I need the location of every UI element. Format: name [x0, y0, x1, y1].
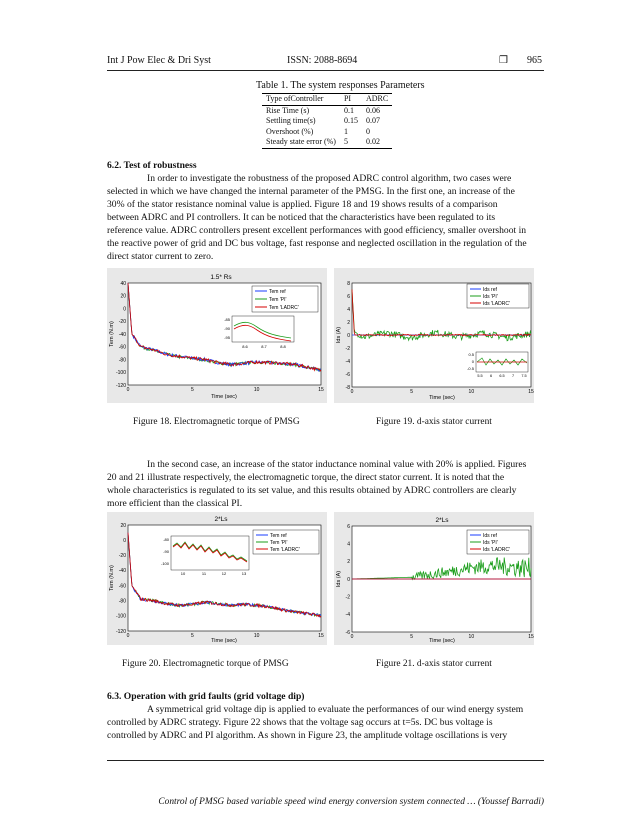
- table-row: [262, 105, 392, 116]
- text-line: whole characteristics is regulated to its set value, and this results obtained by ADRC controllers are clearly: [107, 485, 517, 496]
- y-tick-label: 4: [347, 541, 350, 548]
- x-tick-label: 5: [410, 389, 414, 395]
- x-tick-label: 10: [468, 389, 475, 395]
- y-tick-label: 0: [123, 306, 126, 313]
- y-tick-label: 2: [347, 319, 350, 326]
- y-tick-label: 2: [347, 559, 350, 566]
- table-row: [262, 137, 392, 148]
- inset-tick: 0.5: [468, 352, 474, 357]
- inset-tick: 6.5: [499, 374, 505, 378]
- table-header-row: [262, 94, 392, 106]
- issn: ISSN: 2088-8694: [287, 55, 358, 66]
- paragraph: [107, 703, 544, 742]
- text-line: between ADRC and PI controllers. It can be noticed that the characteristics have been regulated to its: [107, 212, 496, 223]
- y-tick-label: -100: [115, 613, 126, 620]
- legend-label: Tem 'LADRC': [269, 305, 299, 311]
- y-tick-label: 0: [347, 576, 350, 583]
- table-header-cell: PI: [340, 94, 362, 106]
- figure-21-caption: Figure 21. d-axis stator current: [376, 659, 492, 669]
- y-tick-label: -2: [345, 594, 350, 601]
- inset-tick: 11: [201, 571, 207, 576]
- table-cell: Steady state error (%): [262, 137, 340, 148]
- y-tick-label: -6: [345, 629, 350, 636]
- y-tick-label: 40: [120, 280, 126, 287]
- table-cell: 0: [365, 126, 370, 136]
- figure-18-caption: Figure 18. Electromagnetic torque of PMSG: [133, 417, 300, 427]
- text-line: In the second case, an increase of the stator inductance nominal value with 20% is applied. Figures: [147, 459, 527, 470]
- figure-20-caption: Figure 20. Electromagnetic torque of PMSG: [122, 659, 289, 669]
- paragraph: [107, 172, 544, 263]
- x-tick-label: 15: [318, 633, 324, 639]
- y-tick-label: -80: [118, 598, 126, 605]
- x-tick-label: 5: [190, 387, 194, 393]
- inset-plot: [232, 316, 294, 342]
- figure-21-plot: [334, 512, 534, 645]
- legend-label: Ids 'PI': [483, 294, 498, 300]
- y-tick-label: -100: [115, 370, 126, 377]
- text-line: selected in which we have changed the internal parameter of the PMSG. In the first one, an increase of the: [107, 186, 515, 197]
- y-axis-label: Tem (N.m): [109, 321, 115, 347]
- y-axis-label: Ids (A): [336, 570, 342, 588]
- y-tick-label: -40: [118, 331, 126, 338]
- y-tick-label: -80: [118, 357, 126, 364]
- table-cell: 0.07: [365, 116, 380, 125]
- running-footer: Control of PMSG based variable speed wind energy conversion system connected … (Youssef Barradi): [158, 797, 544, 807]
- inset-tick: -95: [224, 335, 230, 340]
- y-axis-label: Ids (A): [336, 326, 342, 344]
- x-tick-label: 15: [528, 634, 534, 640]
- journal-name: Int J Pow Elec & Dri Syst: [107, 55, 211, 66]
- inset-tick: 7.5: [521, 374, 527, 378]
- legend-label: Ids ref: [483, 533, 497, 539]
- y-tick-label: -4: [345, 358, 350, 365]
- inset-tick: -90: [163, 549, 169, 554]
- y-tick-label: -8: [345, 384, 350, 391]
- legend-label: Tem 'PI': [269, 297, 287, 303]
- legend-label: Tem 'LADRC': [270, 547, 300, 553]
- x-tick-label: 0: [126, 387, 130, 393]
- y-tick-label: 8: [347, 280, 350, 287]
- y-tick-label: -60: [118, 344, 126, 351]
- inset-tick: 8.7: [261, 344, 267, 349]
- y-tick-label: 6: [347, 293, 350, 300]
- table-row: [262, 116, 392, 127]
- inset-tick: 10: [180, 571, 186, 576]
- inset-tick: 8.6: [242, 344, 248, 349]
- y-tick-label: -2: [345, 345, 350, 352]
- legend-label: Tem ref: [269, 289, 286, 295]
- x-tick-label: 0: [350, 389, 354, 395]
- figure-18-plot: [107, 268, 327, 403]
- inset-tick: 5.5: [477, 374, 483, 378]
- table-cell: Rise Time (s): [266, 105, 310, 115]
- inset-tick: -85: [224, 317, 230, 322]
- inset-tick: -0.5: [467, 366, 474, 371]
- y-tick-label: 6: [347, 523, 350, 530]
- legend-label: Ids 'LADRC': [483, 301, 510, 307]
- inset-tick: -90: [224, 326, 230, 331]
- y-tick-label: 0: [347, 332, 350, 339]
- table-header-cell: ADRC: [362, 94, 392, 106]
- table-cell: Settling time(s): [266, 116, 316, 125]
- results-table: [262, 93, 392, 149]
- inset-tick: -100: [160, 561, 169, 566]
- legend-label: Ids 'PI': [483, 540, 498, 546]
- chart-title: 1.5* Rs: [210, 274, 232, 281]
- text-line: direct stator current to zero.: [107, 251, 214, 262]
- table-cell: 0.06: [365, 105, 380, 115]
- text-line: A symmetrical grid voltage dip is applied to evaluate the performances of our wind energy system: [147, 704, 524, 715]
- y-tick-label: -20: [118, 553, 126, 560]
- x-tick-label: 5: [190, 633, 194, 639]
- inset-tick: 7: [511, 374, 515, 378]
- text-line: 20 and 21 illustrate respectively, the electromagnetic torque, the direct stator current. It is noted that the: [107, 472, 505, 483]
- text-line: controlled by ADRC and PI algorithm. As shown in Figure 23, the amplitude voltage oscillations is very: [107, 730, 508, 741]
- y-tick-label: 20: [120, 293, 126, 300]
- footer-rule: [107, 760, 544, 761]
- inset-tick: 0: [471, 359, 474, 364]
- box-icon: ❒: [499, 55, 508, 66]
- figure-19-caption: Figure 19. d-axis stator current: [376, 417, 492, 427]
- y-tick-label: -6: [345, 371, 350, 378]
- x-tick-label: 10: [468, 634, 475, 640]
- legend-label: Ids ref: [483, 287, 497, 293]
- inset-tick: 13: [241, 571, 247, 576]
- text-line: more efficient than the classical PI.: [107, 498, 243, 509]
- table-cell: Overshoot (%): [266, 126, 314, 136]
- x-axis-label: Time (sec): [429, 638, 455, 644]
- x-axis-label: Time (sec): [211, 394, 237, 400]
- y-tick-label: -20: [118, 319, 126, 326]
- figure-20-plot: [107, 512, 327, 645]
- x-axis-label: Time (sec): [211, 638, 237, 644]
- x-tick-label: 10: [253, 387, 260, 393]
- section-heading: 6.2. Test of robustness: [107, 160, 197, 171]
- text-line: controlled by ADRC strategy. Figure 22 shows that the voltage sag occurs at t=5s. DC bus voltage is: [107, 717, 493, 728]
- chart-title: 2*Ls: [435, 517, 449, 524]
- y-tick-label: -120: [115, 628, 126, 635]
- legend-label: Ids 'LADRC': [483, 547, 510, 553]
- legend-label: Tem 'PI': [270, 540, 288, 546]
- section-heading: 6.3. Operation with grid faults (grid voltage dip): [107, 691, 305, 702]
- table-cell: 0.15: [343, 116, 358, 125]
- text-line: reference value. ADRC controllers present excellent performances with good efficiency, smaller overshoot in: [107, 225, 527, 236]
- y-tick-label: -120: [115, 382, 126, 389]
- y-tick-label: -60: [118, 583, 126, 590]
- x-tick-label: 10: [253, 633, 260, 639]
- table-cell: 0.1: [343, 105, 354, 115]
- y-tick-label: 20: [120, 522, 126, 529]
- table-cell: 5: [340, 137, 362, 148]
- header-rule: [107, 70, 544, 71]
- x-axis-label: Time (sec): [429, 395, 455, 401]
- inset-tick: 6: [489, 374, 493, 378]
- table-cell: 1: [343, 126, 348, 136]
- text-line: the reactive power of grid and DC bus voltage, fast response and neglected oscillation in the regulation of the: [107, 238, 527, 249]
- x-tick-label: 15: [528, 389, 534, 395]
- inset-tick: 12: [221, 571, 227, 576]
- y-tick-label: 4: [347, 306, 350, 313]
- y-axis-label: Tem (N.m): [109, 565, 115, 591]
- text-line: 30% of the stator resistance nominal value is applied. Figure 18 and 19 shows results of a comparison: [107, 199, 498, 210]
- x-tick-label: 5: [410, 634, 414, 640]
- inset-tick: -80: [163, 537, 169, 542]
- page-number: 965: [527, 55, 542, 66]
- y-tick-label: 0: [123, 537, 126, 544]
- legend-label: Tem ref: [270, 533, 287, 539]
- chart-title: 2*Ls: [214, 516, 228, 523]
- table-cell: 0.02: [362, 137, 392, 148]
- x-tick-label: 0: [350, 634, 354, 640]
- inset-tick: 8.8: [280, 344, 286, 349]
- x-tick-label: 0: [126, 633, 130, 639]
- table-row: [262, 127, 392, 138]
- x-tick-label: 15: [318, 387, 324, 393]
- table-caption: Table 1. The system responses Parameters: [256, 80, 425, 91]
- figure-19-plot: [334, 268, 534, 403]
- paragraph: [107, 458, 544, 510]
- y-tick-label: -4: [345, 612, 350, 619]
- inset-plot: [171, 536, 249, 570]
- y-tick-label: -40: [118, 568, 126, 575]
- table-header-cell: Type ofController: [262, 94, 340, 106]
- text-line: In order to investigate the robustness of the proposed ADRC control algorithm, two cases were: [147, 173, 512, 184]
